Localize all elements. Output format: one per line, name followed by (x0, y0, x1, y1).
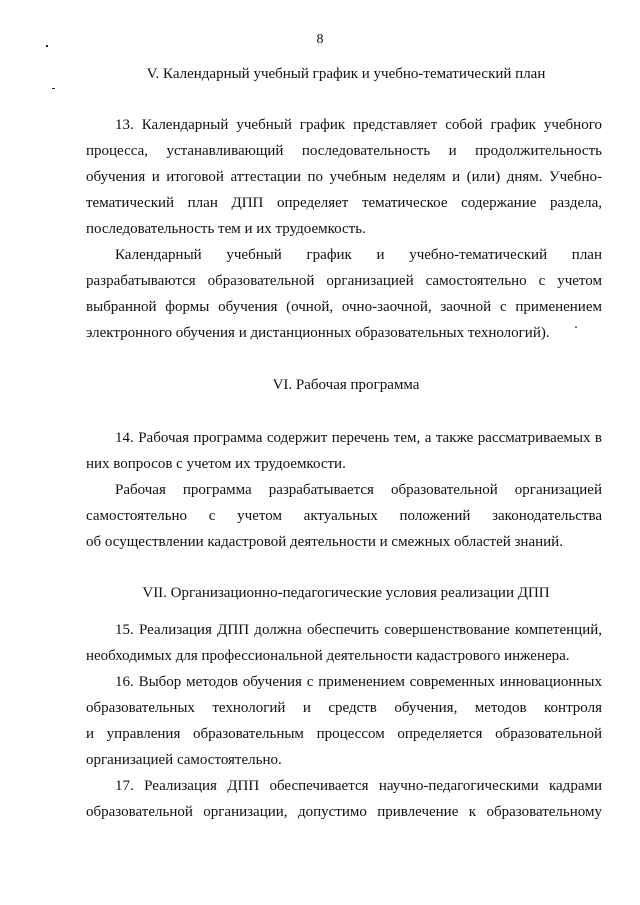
page-number: 8 (316, 32, 324, 47)
paragraph-15 (86, 618, 602, 670)
paragraph-line: Календарный учебный график и учебно-тематический план (115, 247, 602, 263)
paragraph-line: обучения и итоговой аттестации по учебным неделям и (или) дням. Учебно- (86, 168, 602, 185)
paragraph-work-program (86, 478, 602, 556)
paragraph-line: процесса, устанавливающий последовательность и продолжительность (86, 142, 602, 159)
paragraph-line: выбранной формы обучения (очной, очно-заочной, заочной с применением (86, 298, 602, 315)
scan-speck (52, 88, 55, 89)
paragraph-line: самостоятельно с учетом актуальных положений законодательства (86, 507, 602, 524)
paragraph-line: них вопросов с учетом их трудоемкости. (86, 455, 346, 472)
paragraph-line: образовательной организации, допустимо привлечение к образовательному (86, 803, 602, 820)
scan-speck (46, 45, 48, 47)
paragraph-line: электронного обучения и дистанционных образовательных технологий). (86, 324, 550, 341)
paragraph-line: 16. Выбор методов обучения с применением современных инновационных (115, 674, 602, 690)
paragraph-line: тематический план ДПП определяет тематическое содержание раздела, (86, 194, 602, 211)
paragraph-plan-development (86, 243, 602, 347)
paragraph-13 (86, 113, 602, 243)
paragraph-line: необходимых для профессиональной деятельности кадастрового инженера. (86, 647, 570, 664)
paragraph-line: и управления образовательным процессом определяется образовательной (86, 725, 602, 742)
paragraph-line: 15. Реализация ДПП должна обеспечить совершенствование компетенций, (115, 622, 602, 638)
paragraph-line: 17. Реализация ДПП обеспечивается научно-педагогическими кадрами (115, 778, 602, 794)
paragraph-line: разрабатываются образовательной организацией самостоятельно с учетом (86, 272, 602, 289)
paragraph-line: последовательность тем и их трудоемкость. (86, 220, 366, 237)
paragraph-line: 13. Календарный учебный график представляет собой график учебного (115, 117, 602, 133)
paragraph-line: 14. Рабочая программа содержит перечень тем, а также рассматриваемых в (115, 430, 602, 446)
paragraph-17 (86, 774, 602, 826)
section-heading-v: V. Календарный учебный график и учебно-тематический план (146, 66, 546, 82)
paragraph-16 (86, 670, 602, 774)
paragraph-line: Рабочая программа разрабатывается образовательной организацией (115, 482, 602, 498)
paragraph-line: образовательных технологий и средств обучения, методов контроля (86, 699, 602, 716)
paragraph-14 (86, 426, 602, 478)
section-heading-vi: VI. Рабочая программа (272, 377, 420, 393)
paragraph-line: об осуществлении кадастровой деятельности и смежных областей знаний. (86, 533, 563, 550)
section-heading-vii: VII. Организационно-педагогические условия реализации ДПП (142, 585, 550, 601)
paragraph-line: организацией самостоятельно. (86, 751, 282, 768)
